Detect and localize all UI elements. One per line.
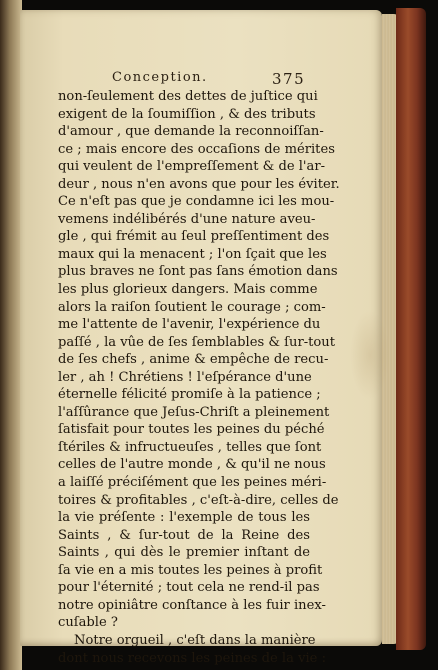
text-line: l'aſſûrance que Jeſus-Chriſt a pleinement xyxy=(58,404,330,420)
paper-stain xyxy=(350,310,390,400)
text-line: dont nous recevons les peines de la vie : xyxy=(58,650,326,666)
text-line: paſſé , la vûe de ſes ſemblables & ſur-tout xyxy=(58,334,335,350)
book-gutter xyxy=(0,0,22,670)
text-line: plus braves ne ſont pas ſans émotion dans xyxy=(58,264,338,280)
running-head-title: Conception. xyxy=(112,70,208,85)
text-line: non-ſeulement des dettes de juſtice qui xyxy=(58,89,318,104)
text-line: ſatisfait pour toutes les peines du péché xyxy=(58,422,325,438)
text-line: Ce n'eſt pas que je condamne ici les mou- xyxy=(58,194,335,210)
text-line: ſa vie en a mis toutes les peines à profit xyxy=(58,562,323,578)
body-text xyxy=(58,88,340,667)
text-line: a laiſſé préciſément que les peines méri- xyxy=(58,475,327,491)
text-line: deur , nous n'en avons que pour les éviter. xyxy=(58,176,340,192)
text-line: Saints , qui dès le premier inſtant de xyxy=(58,545,310,561)
book-cover-edge xyxy=(396,8,426,650)
text-line: maux qui la menacent ; l'on ſçait que les xyxy=(58,246,327,262)
text-line: pour l'éternité ; tout cela ne rend-il pas xyxy=(58,580,320,596)
text-line: éternelle félicité promiſe à la patience ; xyxy=(58,387,321,403)
page-number: 375 xyxy=(272,70,306,88)
text-line: Saints , & ſur-tout de la Reine des xyxy=(58,527,310,543)
text-line: notre opiniâtre conſtance à les fuir inex- xyxy=(58,597,326,613)
text-line: d'amour , que demande la reconnoiſſan- xyxy=(58,124,324,140)
text-line: gle , qui frémit au ſeul preſſentiment des xyxy=(58,229,330,245)
text-line: toires & profitables , c'eſt-à-dire, celles de xyxy=(58,492,339,508)
text-line: me l'attente de l'avenir, l'expérience du xyxy=(58,317,321,333)
text-line: la vie préſente : l'exemple de tous les xyxy=(58,510,310,526)
text-line: ce ; mais encore des occaſions de mérites xyxy=(58,141,335,157)
text-line: de ſes chefs , anime & empêche de recu- xyxy=(58,352,329,368)
text-line: vemens indélibérés d'une nature aveu- xyxy=(58,211,316,227)
text-line: ler , ah ! Chrétiens ! l'eſpérance d'une xyxy=(58,369,312,385)
text-line: exigent de la ſoumiſſion , & des tributs xyxy=(58,106,316,122)
text-line: alors la raiſon ſoutient le courage ; com- xyxy=(58,299,326,315)
text-line: qui veulent de l'empreſſement & de l'ar- xyxy=(58,159,326,175)
text-line: celles de l'autre monde , & qu'il ne nous xyxy=(58,457,326,473)
text-line: les plus glorieux dangers. Mais comme xyxy=(58,282,318,298)
text-line: cuſable ? xyxy=(58,615,118,631)
text-line: ſtériles & infructueuſes , telles que ſont xyxy=(58,439,322,455)
text-line: Notre orgueil , c'eſt dans la manière xyxy=(74,632,316,648)
